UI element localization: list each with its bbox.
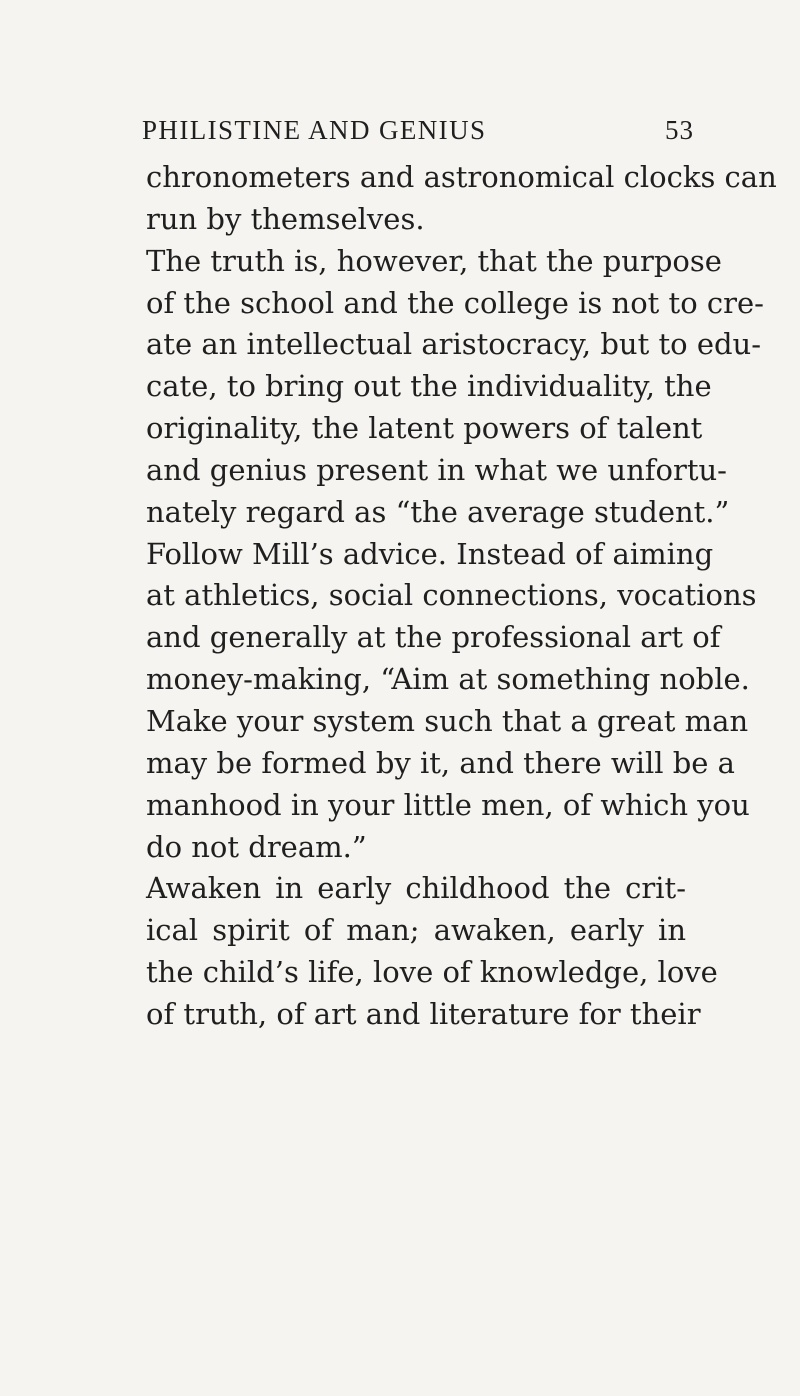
text-line: nately regard as “the average student.” [146, 494, 730, 529]
running-title: PHILISTINE AND GENIUS [142, 115, 487, 145]
text-line: run by themselves. [146, 201, 425, 236]
text-line: ical spirit of man; awaken, early in [146, 913, 686, 948]
text-line: cate, to bring out the individuality, the [146, 369, 712, 404]
text-line: Awaken in early childhood the crit- [146, 871, 686, 906]
text-line: of the school and the college is not to cre- [146, 285, 764, 320]
text-line: money-making, “Aim at something noble. [146, 662, 750, 697]
text-line: originality, the latent powers of talent [146, 411, 703, 446]
text-line: at athletics, social connections, vocations [146, 578, 757, 613]
text-line: do not dream.” [146, 829, 367, 864]
text-line: chronometers and astronomical clocks can [146, 160, 777, 194]
text-line: The truth is, however, that the purpose [146, 243, 722, 278]
text-line: and genius present in what we unfortu- [146, 452, 727, 487]
text-line: may be formed by it, and there will be a [146, 745, 735, 780]
body-text [146, 157, 777, 1036]
page-header [142, 114, 694, 154]
text-line: ate an intellectual aristocracy, but to edu- [146, 327, 762, 362]
text-line: Make your system such that a great man [146, 703, 749, 738]
text-line: Follow Mill’s advice. Instead of aiming [146, 536, 714, 571]
text-line: of truth, of art and literature for their [146, 996, 701, 1031]
text-line: and generally at the professional art of [146, 620, 721, 655]
text-line: manhood in your little men, of which you [146, 787, 750, 822]
text-line: the child’s life, love of knowledge, love [146, 955, 718, 990]
page-number: 53 [665, 115, 694, 145]
